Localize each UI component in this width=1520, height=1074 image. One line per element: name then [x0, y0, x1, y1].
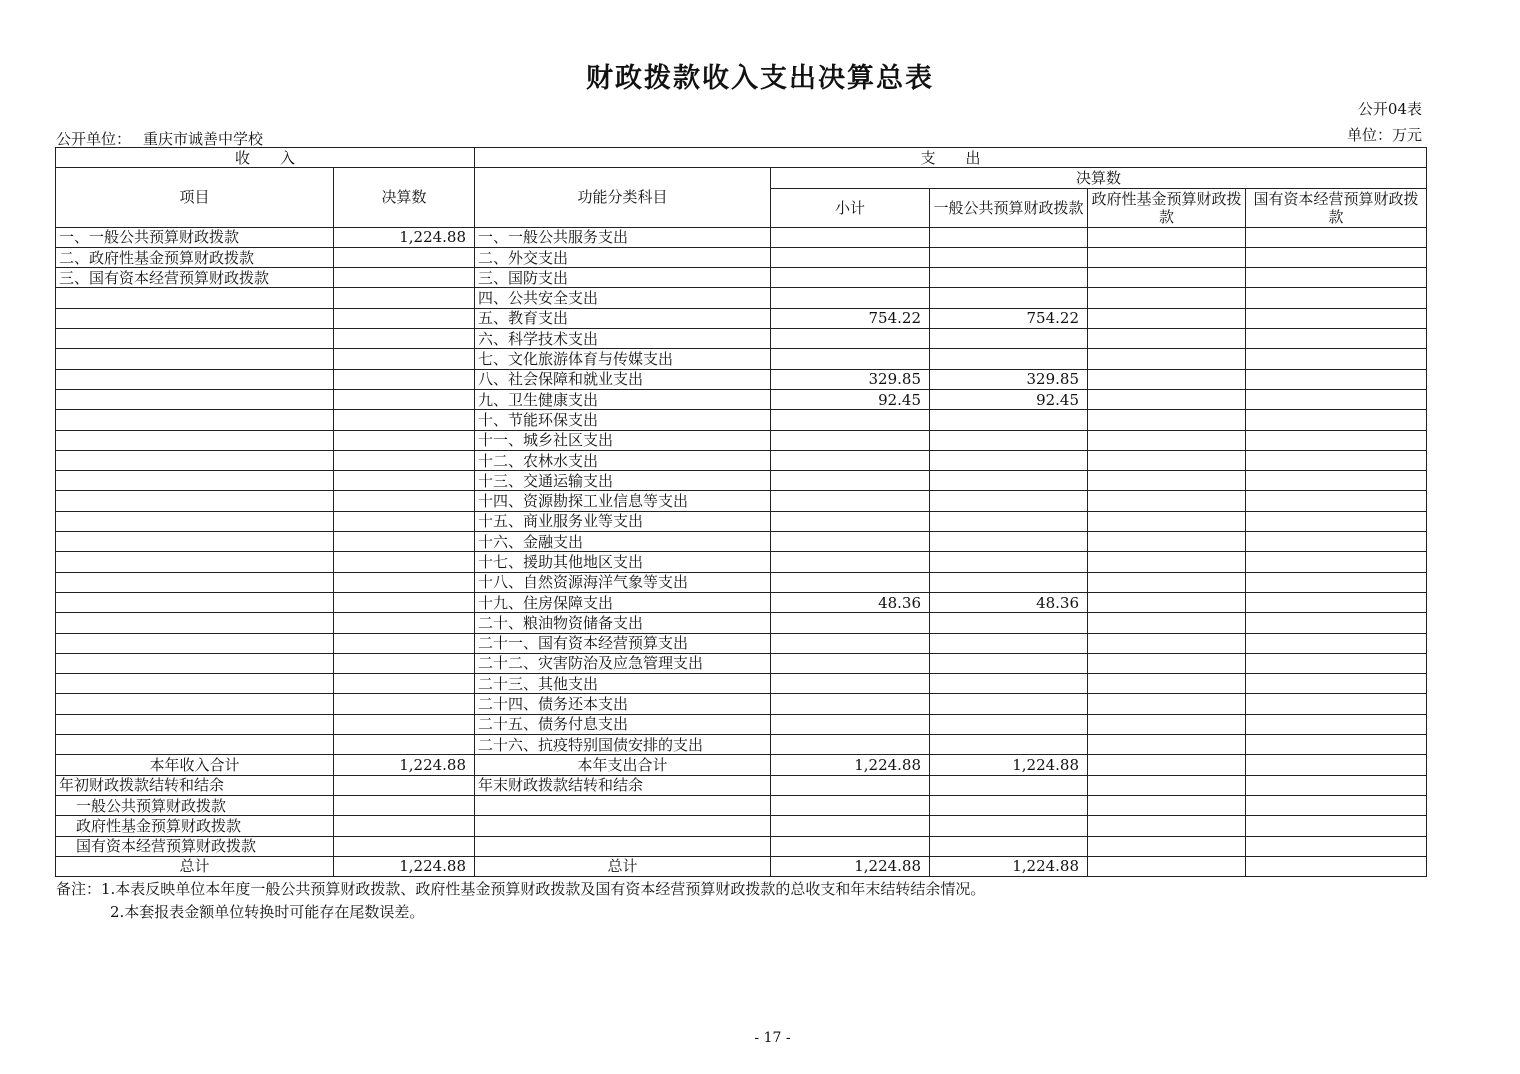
- expense-gov-fund: [1088, 714, 1246, 734]
- table-row: [56, 430, 1427, 450]
- income-amount: [334, 430, 475, 450]
- year-expense-general: 1,224.88: [930, 755, 1088, 775]
- table-row: [56, 227, 1427, 247]
- income-item: [56, 450, 334, 470]
- expense-general: [930, 349, 1088, 369]
- expense-general: [930, 613, 1088, 633]
- expense-general: [930, 450, 1088, 470]
- income-amount: [334, 511, 475, 531]
- expense-general: [930, 471, 1088, 491]
- subtotal-header: 小计: [771, 188, 930, 227]
- func-category: 二、外交支出: [475, 247, 771, 267]
- table-row: [56, 674, 1427, 694]
- expense-subtotal: [771, 450, 930, 470]
- header-row-2: [56, 168, 1427, 188]
- carryover-sub-fund: 政府性基金预算财政拨款: [56, 816, 334, 836]
- expense-state-capital: [1246, 227, 1427, 247]
- func-category: 七、文化旅游体育与传媒支出: [475, 349, 771, 369]
- expense-gov-fund: [1088, 552, 1246, 572]
- func-category: 九、卫生健康支出: [475, 389, 771, 409]
- income-item: [56, 532, 334, 552]
- expense-state-capital: [1246, 653, 1427, 673]
- func-category: 十六、金融支出: [475, 532, 771, 552]
- income-item: [56, 572, 334, 592]
- income-item: [56, 633, 334, 653]
- expense-general: 329.85: [930, 369, 1088, 389]
- table-row: [56, 633, 1427, 653]
- expense-state-capital: [1246, 532, 1427, 552]
- expense-general: [930, 247, 1088, 267]
- expense-state-capital: [1246, 268, 1427, 288]
- income-amount: [334, 532, 475, 552]
- expense-general: [930, 410, 1088, 430]
- carryover-sub-general: 一般公共预算财政拨款: [56, 795, 334, 815]
- expense-subtotal: [771, 329, 930, 349]
- gov-fund-header: 政府性基金预算财政拨款: [1088, 188, 1246, 227]
- expense-state-capital: [1246, 329, 1427, 349]
- year-income-total-label: 本年收入合计: [56, 755, 334, 775]
- expense-general: [930, 674, 1088, 694]
- expense-general: [930, 552, 1088, 572]
- expense-subtotal: [771, 735, 930, 755]
- expense-state-capital: [1246, 430, 1427, 450]
- func-category: 十二、农林水支出: [475, 450, 771, 470]
- expense-gov-fund: [1088, 653, 1246, 673]
- income-item: [56, 592, 334, 612]
- income-item: [56, 552, 334, 572]
- expense-general: [930, 572, 1088, 592]
- income-item: [56, 694, 334, 714]
- income-amount: [334, 694, 475, 714]
- func-category: 二十一、国有资本经营预算支出: [475, 633, 771, 653]
- income-amount: [334, 613, 475, 633]
- expense-gov-fund: [1088, 592, 1246, 612]
- func-category: 十、节能环保支出: [475, 410, 771, 430]
- func-category: 十五、商业服务业等支出: [475, 511, 771, 531]
- expense-subtotal: [771, 653, 930, 673]
- expense-general: [930, 227, 1088, 247]
- income-item: [56, 430, 334, 450]
- expense-subtotal: [771, 714, 930, 734]
- expense-subtotal: [771, 572, 930, 592]
- table-row: [56, 247, 1427, 267]
- expense-state-capital: [1246, 511, 1427, 531]
- expense-general: 754.22: [930, 308, 1088, 328]
- expense-general: [930, 532, 1088, 552]
- income-amount: [334, 389, 475, 409]
- income-item: [56, 613, 334, 633]
- income-amount: [334, 471, 475, 491]
- table-row: [56, 511, 1427, 531]
- income-item: [56, 369, 334, 389]
- table-row: [56, 491, 1427, 511]
- income-amount: [334, 268, 475, 288]
- expense-general: 92.45: [930, 389, 1088, 409]
- expense-state-capital: [1246, 491, 1427, 511]
- func-category: 一、一般公共服务支出: [475, 227, 771, 247]
- func-category: 十九、住房保障支出: [475, 592, 771, 612]
- year-income-total-amount: 1,224.88: [334, 755, 475, 775]
- func-category: 十七、援助其他地区支出: [475, 552, 771, 572]
- income-item: [56, 410, 334, 430]
- func-category: 十四、资源勘探工业信息等支出: [475, 491, 771, 511]
- grand-income-amount: 1,224.88: [334, 856, 475, 876]
- expense-subtotal: [771, 694, 930, 714]
- table-row: [56, 532, 1427, 552]
- income-item: [56, 735, 334, 755]
- expense-subtotal: [771, 430, 930, 450]
- expense-gov-fund: [1088, 471, 1246, 491]
- expense-general: [930, 511, 1088, 531]
- table-row: [56, 714, 1427, 734]
- income-item: 一、一般公共预算财政拨款: [56, 227, 334, 247]
- expense-subtotal: 754.22: [771, 308, 930, 328]
- income-amount: [334, 308, 475, 328]
- grand-expense-label: 总计: [475, 856, 771, 876]
- expense-subtotal: [771, 410, 930, 430]
- expense-general: [930, 268, 1088, 288]
- expense-subtotal: [771, 532, 930, 552]
- expense-gov-fund: [1088, 572, 1246, 592]
- income-amount: [334, 369, 475, 389]
- carryover-row: [56, 775, 1427, 795]
- expense-general: [930, 491, 1088, 511]
- func-category: 五、教育支出: [475, 308, 771, 328]
- expense-subtotal: [771, 268, 930, 288]
- income-amount: [334, 714, 475, 734]
- year-expense-total-label: 本年支出合计: [475, 755, 771, 775]
- expense-subtotal: 329.85: [771, 369, 930, 389]
- table-row: [56, 735, 1427, 755]
- income-item: [56, 674, 334, 694]
- expense-general: [930, 430, 1088, 450]
- func-category-header: 功能分类科目: [475, 168, 771, 227]
- income-item: [56, 329, 334, 349]
- expense-state-capital: [1246, 288, 1427, 308]
- expense-state-capital: [1246, 572, 1427, 592]
- table-row: [56, 471, 1427, 491]
- expense-state-capital: [1246, 369, 1427, 389]
- page-number: - 17 -: [754, 1030, 791, 1046]
- table-row: [56, 410, 1427, 430]
- note-2: 2.本套报表金额单位转换时可能存在尾数误差。: [110, 903, 425, 921]
- expense-general: [930, 714, 1088, 734]
- expense-subtotal: [771, 674, 930, 694]
- func-category: 十八、自然资源海洋气象等支出: [475, 572, 771, 592]
- table-row: [56, 268, 1427, 288]
- budget-table: [55, 147, 1427, 877]
- org-label: 公开单位：: [56, 130, 132, 148]
- expense-general: 48.36: [930, 592, 1088, 612]
- expense-gov-fund: [1088, 674, 1246, 694]
- income-item: 三、国有资本经营预算财政拨款: [56, 268, 334, 288]
- expense-gov-fund: [1088, 491, 1246, 511]
- expense-state-capital: [1246, 308, 1427, 328]
- end-carryover-label: 年末财政拨款结转和结余: [475, 775, 771, 795]
- final-amount-group-header: 决算数: [771, 168, 1427, 188]
- header-row-1: [56, 148, 1427, 168]
- expense-general: [930, 694, 1088, 714]
- income-amount: [334, 653, 475, 673]
- general-budget-header: 一般公共预算财政拨款: [930, 188, 1088, 227]
- expense-gov-fund: [1088, 532, 1246, 552]
- table-row: [56, 552, 1427, 572]
- year-expense-subtotal: 1,224.88: [771, 755, 930, 775]
- state-capital-header: 国有资本经营预算财政拨款: [1246, 188, 1427, 227]
- expense-subtotal: 48.36: [771, 592, 930, 612]
- func-category: 二十二、灾害防治及应急管理支出: [475, 653, 771, 673]
- expense-gov-fund: [1088, 450, 1246, 470]
- note-1: 备注：1.本表反映单位本年度一般公共预算财政拨款、政府性基金预算财政拨款及国有资本经营预算财政拨款的总收支和年末结转结余情况。: [56, 880, 986, 898]
- expense-gov-fund: [1088, 349, 1246, 369]
- expense-subtotal: 92.45: [771, 389, 930, 409]
- org-name: 重庆市诚善中学校: [143, 130, 264, 148]
- expense-subtotal: [771, 288, 930, 308]
- expense-subtotal: [771, 511, 930, 531]
- grand-total-row: [56, 856, 1427, 876]
- expense-gov-fund: [1088, 694, 1246, 714]
- expense-subtotal: [771, 613, 930, 633]
- income-amount: [334, 349, 475, 369]
- expense-state-capital: [1246, 471, 1427, 491]
- func-category: 二十三、其他支出: [475, 674, 771, 694]
- table-row: [56, 329, 1427, 349]
- income-amount: [334, 674, 475, 694]
- expense-general: [930, 288, 1088, 308]
- expense-subtotal: [771, 247, 930, 267]
- income-item: [56, 288, 334, 308]
- expense-state-capital: [1246, 349, 1427, 369]
- expense-subtotal: [771, 227, 930, 247]
- func-category: 六、科学技术支出: [475, 329, 771, 349]
- expense-header: 支 出: [475, 148, 1427, 168]
- expense-gov-fund: [1088, 227, 1246, 247]
- income-amount: [334, 572, 475, 592]
- expense-gov-fund: [1088, 389, 1246, 409]
- expense-state-capital: [1246, 714, 1427, 734]
- table-row: [56, 694, 1427, 714]
- carryover-sub-row: [56, 816, 1427, 836]
- expense-state-capital: [1246, 694, 1427, 714]
- expense-state-capital: [1246, 674, 1427, 694]
- income-amount: [334, 450, 475, 470]
- expense-gov-fund: [1088, 511, 1246, 531]
- expense-state-capital: [1246, 410, 1427, 430]
- income-amount: [334, 288, 475, 308]
- expense-general: [930, 329, 1088, 349]
- expense-general: [930, 653, 1088, 673]
- expense-gov-fund: [1088, 410, 1246, 430]
- income-amount: [334, 592, 475, 612]
- income-item: [56, 349, 334, 369]
- income-amount: 1,224.88: [334, 227, 475, 247]
- amount-header: 决算数: [334, 168, 475, 227]
- table-row: [56, 308, 1427, 328]
- income-amount: [334, 410, 475, 430]
- income-amount: [334, 552, 475, 572]
- expense-gov-fund: [1088, 735, 1246, 755]
- expense-state-capital: [1246, 247, 1427, 267]
- expense-state-capital: [1246, 552, 1427, 572]
- expense-state-capital: [1246, 633, 1427, 653]
- income-item: [56, 653, 334, 673]
- income-amount: [334, 491, 475, 511]
- income-amount: [334, 329, 475, 349]
- expense-gov-fund: [1088, 430, 1246, 450]
- func-category: 三、国防支出: [475, 268, 771, 288]
- expense-gov-fund: [1088, 369, 1246, 389]
- expense-gov-fund: [1088, 247, 1246, 267]
- begin-carryover-label: 年初财政拨款结转和结余: [56, 775, 334, 795]
- expense-gov-fund: [1088, 329, 1246, 349]
- expense-subtotal: [771, 552, 930, 572]
- carryover-sub-row: [56, 795, 1427, 815]
- expense-subtotal: [771, 633, 930, 653]
- expense-gov-fund: [1088, 633, 1246, 653]
- organization: [56, 128, 263, 149]
- year-total-row: [56, 755, 1427, 775]
- carryover-sub-capital: 国有资本经营预算财政拨款: [56, 836, 334, 856]
- item-header: 项目: [56, 168, 334, 227]
- income-item: [56, 511, 334, 531]
- table-row: [56, 613, 1427, 633]
- form-number: 公开04表: [1357, 100, 1422, 118]
- expense-gov-fund: [1088, 268, 1246, 288]
- table-row: [56, 349, 1427, 369]
- expense-subtotal: [771, 491, 930, 511]
- func-category: 二十六、抗疫特别国债安排的支出: [475, 735, 771, 755]
- expense-state-capital: [1246, 450, 1427, 470]
- func-category: 二十、粮油物资储备支出: [475, 613, 771, 633]
- grand-expense-general: 1,224.88: [930, 856, 1088, 876]
- expense-state-capital: [1246, 389, 1427, 409]
- expense-state-capital: [1246, 613, 1427, 633]
- income-item: [56, 308, 334, 328]
- table-row: [56, 450, 1427, 470]
- func-category: 八、社会保障和就业支出: [475, 369, 771, 389]
- func-category: 十一、城乡社区支出: [475, 430, 771, 450]
- grand-income-label: 总计: [56, 856, 334, 876]
- income-item: [56, 389, 334, 409]
- expense-state-capital: [1246, 735, 1427, 755]
- table-row: [56, 592, 1427, 612]
- table-row: [56, 572, 1427, 592]
- func-category: 二十五、债务付息支出: [475, 714, 771, 734]
- carryover-sub-row: [56, 836, 1427, 856]
- income-header: 收 入: [56, 148, 475, 168]
- income-amount: [334, 247, 475, 267]
- expense-gov-fund: [1088, 308, 1246, 328]
- income-amount: [334, 735, 475, 755]
- income-amount: [334, 633, 475, 653]
- page-title: 财政拨款收入支出决算总表: [586, 63, 934, 94]
- expense-general: [930, 735, 1088, 755]
- expense-gov-fund: [1088, 288, 1246, 308]
- expense-gov-fund: [1088, 613, 1246, 633]
- grand-expense-subtotal: 1,224.88: [771, 856, 930, 876]
- table-row: [56, 653, 1427, 673]
- func-category: 二十四、债务还本支出: [475, 694, 771, 714]
- notes: [56, 878, 985, 924]
- func-category: 四、公共安全支出: [475, 288, 771, 308]
- table-row: [56, 369, 1427, 389]
- table-row: [56, 389, 1427, 409]
- income-item: [56, 471, 334, 491]
- func-category: 十三、交通运输支出: [475, 471, 771, 491]
- income-item: [56, 491, 334, 511]
- expense-subtotal: [771, 471, 930, 491]
- expense-state-capital: [1246, 592, 1427, 612]
- expense-general: [930, 633, 1088, 653]
- unit-label: 单位：万元: [1346, 126, 1422, 144]
- expense-subtotal: [771, 349, 930, 369]
- table-row: [56, 288, 1427, 308]
- income-item: 二、政府性基金预算财政拨款: [56, 247, 334, 267]
- income-item: [56, 714, 334, 734]
